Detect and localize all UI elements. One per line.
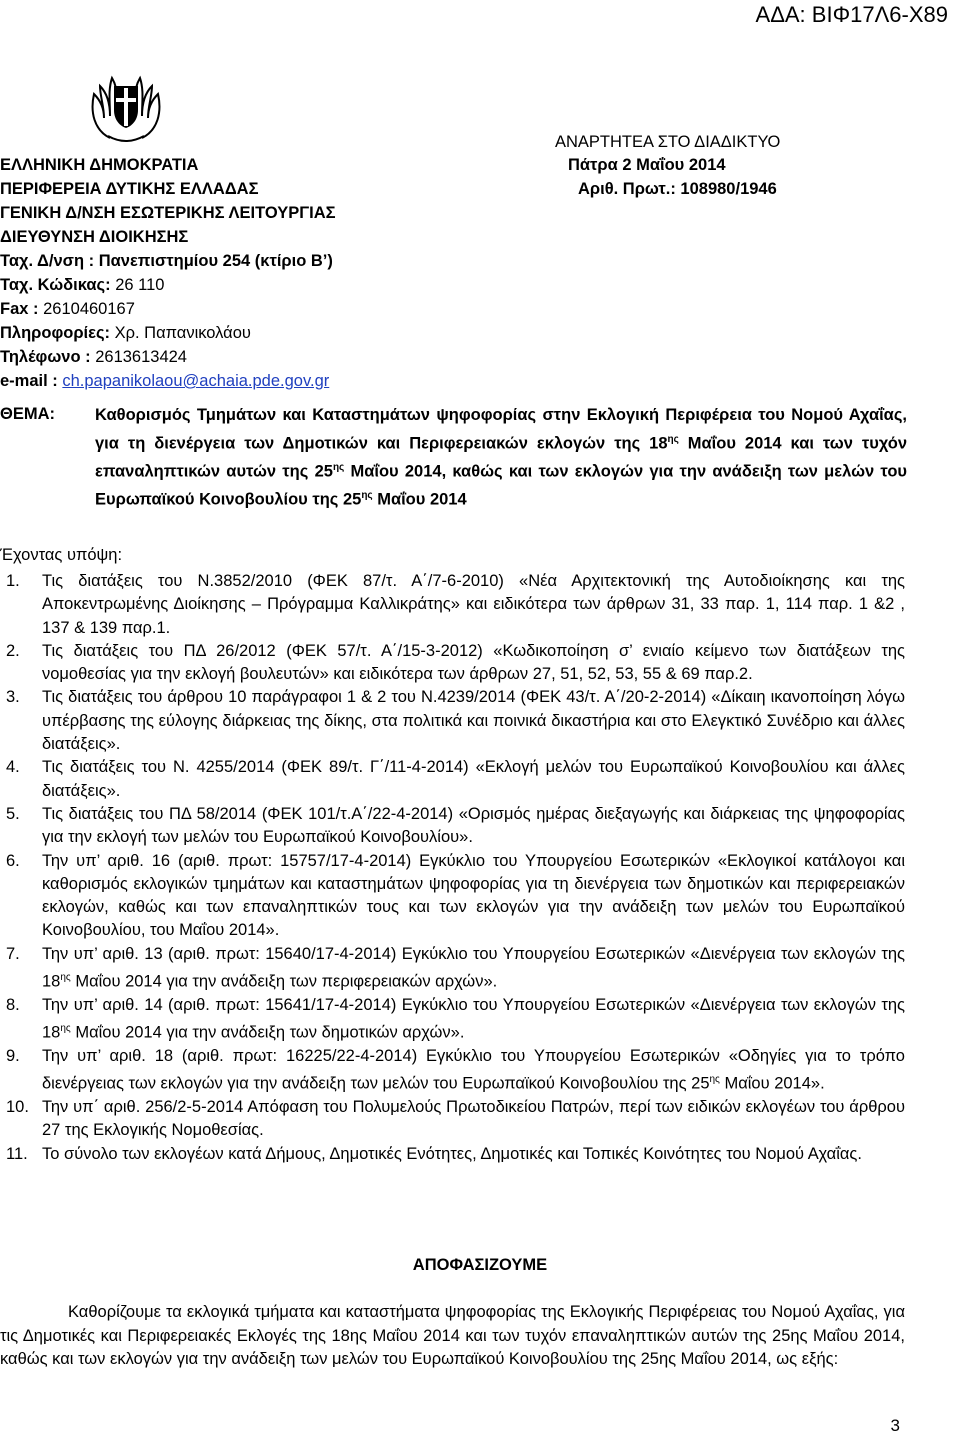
post-note: ΑΝΑΡΤΗΤΕΑ ΣΤΟ ΔΙΑΔΙΚΤΥΟ [555, 133, 781, 151]
list-item: 9. Την υπ’ αριθ. 18 (αριθ. πρωτ: 16225/22-4-2014) Εγκύκλιο του Υπουργείου Εσωτερικών «Οδηγίες για το τρόπο διενέργειας των εκλογών για την ανάδειξη των μελών του Ευρωπαϊκού Κοινοβουλίου της $25^{\eta\varsigma}$ Μαΐου 2014». [6, 1046, 905, 1093]
protocol-number: Αριθ. Πρωτ.: 108980/1946 [578, 180, 777, 198]
page-number: 3 [890, 1416, 900, 1435]
fax-label: Fax : [0, 300, 44, 318]
greek-emblem-icon [80, 66, 172, 146]
considering-heading: Έχοντας υπόψη: [0, 546, 123, 564]
postal-label: Ταχ. Κώδικας: [0, 276, 116, 294]
fax-value: 2610460167 [43, 300, 135, 318]
header-line-3: ΓΕΝΙΚΗ Δ/ΝΣΗ ΕΣΩΤΕΡΙΚΗΣ ΛΕΙΤΟΥΡΓΙΑΣ [0, 204, 336, 222]
ada-code: ΑΔΑ: ΒΙΦ17Λ6-Χ89 [755, 2, 948, 27]
info-label: Πληροφορίες: [0, 324, 115, 342]
list-item: 3. Τις διατάξεις του άρθρου 10 παράγραφοι 1 & 2 του Ν.4239/2014 (ΦΕΚ 43/τ. Α΄/20-2-2014) «Δίκαιη ικανοποίηση λόγω υπέρβασης της εύλογης διάρκειας της δίκης, στα πολιτικά και ποινικά δικαστήρια και στο Ελεγκτικό Συνέδριο και άλλες διατάξεις». [6, 688, 905, 754]
considerations-list [0, 570, 905, 1166]
decision-text: Καθορίζουμε τα εκλογικά τμήματα και καταστήματα ψηφοφορίας της Εκλογικής Περιφέρειας του Νομού Αχαΐας, για τις Δημοτικές και Περιφερειακές Εκλογές της 18ης Μαΐου 2014 και των τυχόν επαναληπτικών αυτών της 25ης Μαΐου 2014, καθώς και των εκλογών για την ανάδειξη των μελών του Ευρωπαϊκού Κοινοβουλίου της 25ης Μαΐου 2014, ως εξής: [0, 1303, 905, 1368]
phone-label: Τηλέφωνο : [0, 348, 96, 366]
document-date: Πάτρα 2 Μαΐου 2014 [568, 156, 726, 174]
fax-row [0, 300, 135, 319]
info-row [0, 324, 251, 343]
list-item: 5. Τις διατάξεις του ΠΔ 58/2014 (ΦΕΚ 101/τ.Α΄/22-4-2014) «Ορισμός ημέρας διεξαγωγής και διάρκειας της ψηφοφορίας για την εκλογή των μελών του Ευρωπαϊκού Κοινοβουλίου». [6, 804, 905, 847]
header-line-1: ΕΛΛΗΝΙΚΗ ΔΗΜΟΚΡΑΤΙΑ [0, 156, 199, 174]
list-item: 2. Τις διατάξεις του ΠΔ 26/2012 (ΦΕΚ 57/τ. Α΄/15-3-2012) «Κωδικοποίηση σ’ ενιαίο κείμενο των διατάξεων της νομοθεσίας για την εκλογή βουλευτών» και ειδικότερα των άρθρων 27, 51, 52, 53, 55 & 69 παρ.2. [6, 641, 905, 684]
list-item: 10. Την υπ΄ αριθ. 256/2-5-2014 Απόφαση του Πολυμελούς Πρωτοδικείου Πατρών, περί των ειδικών εκλογέων του άρθρου 27 της Εκλογικής Νομοθεσίας. [6, 1098, 905, 1140]
list-item: 8. Την υπ’ αριθ. 14 (αριθ. πρωτ: 15641/17-4-2014) Εγκύκλιο του Υπουργείου Εσωτερικών «Διενέργεια των εκλογών της $18^{\eta\varsigma}$ Μαΐου 2014 για την ανάδειξη των δημοτικών αρχών». [6, 995, 905, 1042]
email-link[interactable]: ch.papanikolaou@achaia.pde.gov.gr [62, 372, 330, 390]
subject-label: ΘΕΜΑ: [0, 405, 55, 423]
subject-text: Καθορισμός Τμημάτων και Καταστημάτων ψηφοφορίας στην Εκλογική Περιφέρεια του Νομού Αχαΐας, για τη διενέργεια των Δημοτικών και Περιφερειακών εκλογών της $18^{\eta\varsigma}$ Μαΐου 2014 και των τυχόν επαναληπτικών αυτών της $25^{\eta\varsigma}$ Μαΐου 2014, καθώς και των εκλογών για την ανάδειξη των μελών του Ευρωπαϊκού Κοινοβουλίου της $25^{\eta\varsigma}$ Μαΐου 2014 [95, 406, 908, 508]
header-line-2: ΠΕΡΙΦΕΡΕΙΑ ΔΥΤΙΚΗΣ ΕΛΛΑΔΑΣ [0, 180, 259, 198]
email-label: e-mail : [0, 372, 63, 390]
phone-value: 2613613424 [95, 348, 187, 366]
list-item: 7. Την υπ’ αριθ. 13 (αριθ. πρωτ: 15640/17-4-2014) Εγκύκλιο του Υπουργείου Εσωτερικών «Διενέργεια των εκλογών της $18^{\eta\varsigma}$ Μαΐου 2014 για την ανάδειξη των περιφερειακών αρχών». [6, 944, 905, 991]
postal-value: 26 110 [115, 276, 165, 294]
postal-code-row [0, 276, 164, 295]
header-address: Ταχ. Δ/νση : Πανεπιστημίου 254 (κτίριο Β’) [0, 252, 333, 270]
list-item: 1. Τις διατάξεις του Ν.3852/2010 (ΦΕΚ 87/τ. Α΄/7-6-2010) «Νέα Αρχιτεκτονική της Αυτοδιοίκησης και της Αποκεντρωμένης Διοίκησης – Πρόγραμμα Καλλικράτης» και ειδικότερα των άρθρων 31, 33 παρ. 1, 114 παρ. 1 &2 , 137 & 139 παρ.1. [6, 572, 905, 637]
email-row [0, 372, 329, 391]
phone-row [0, 348, 187, 367]
header-line-4: ΔΙΕΥΘΥΝΣΗ ΔΙΟΙΚΗΣΗΣ [0, 228, 189, 246]
decision-heading: ΑΠΟΦΑΣΙΖΟΥΜΕ [412, 1256, 548, 1274]
list-item: 4. Τις διατάξεις του Ν. 4255/2014 (ΦΕΚ 89/τ. Γ΄/11-4-2014) «Εκλογή μελών του Ευρωπαϊκού Κοινοβουλίου και άλλες διατάξεις». [6, 758, 905, 800]
list-item: 11. Το σύνολο των εκλογέων κατά Δήμους, Δημοτικές Ενότητες, Δημοτικές και Τοπικές Κοινότητες του Νομού Αχαΐας. [6, 1144, 862, 1163]
list-item: 6. Την υπ’ αριθ. 16 (αριθ. πρωτ: 15757/17-4-2014) Εγκύκλιο του Υπουργείου Εσωτερικών «Εκλογικοί κατάλογοι και καθορισμός εκλογικών τμημάτων και καταστημάτων ψηφοφορίας για τη διενέργεια των δημοτικών και περιφερειακών εκλογών, καθώς και των επαναληπτικών τους και των εκλογών για την ανάδειξη των μελών του Ευρωπαϊκού Κοινοβουλίου, του Μαΐου 2014». [6, 851, 905, 940]
info-value: Χρ. Παπανικολάου [114, 324, 251, 342]
